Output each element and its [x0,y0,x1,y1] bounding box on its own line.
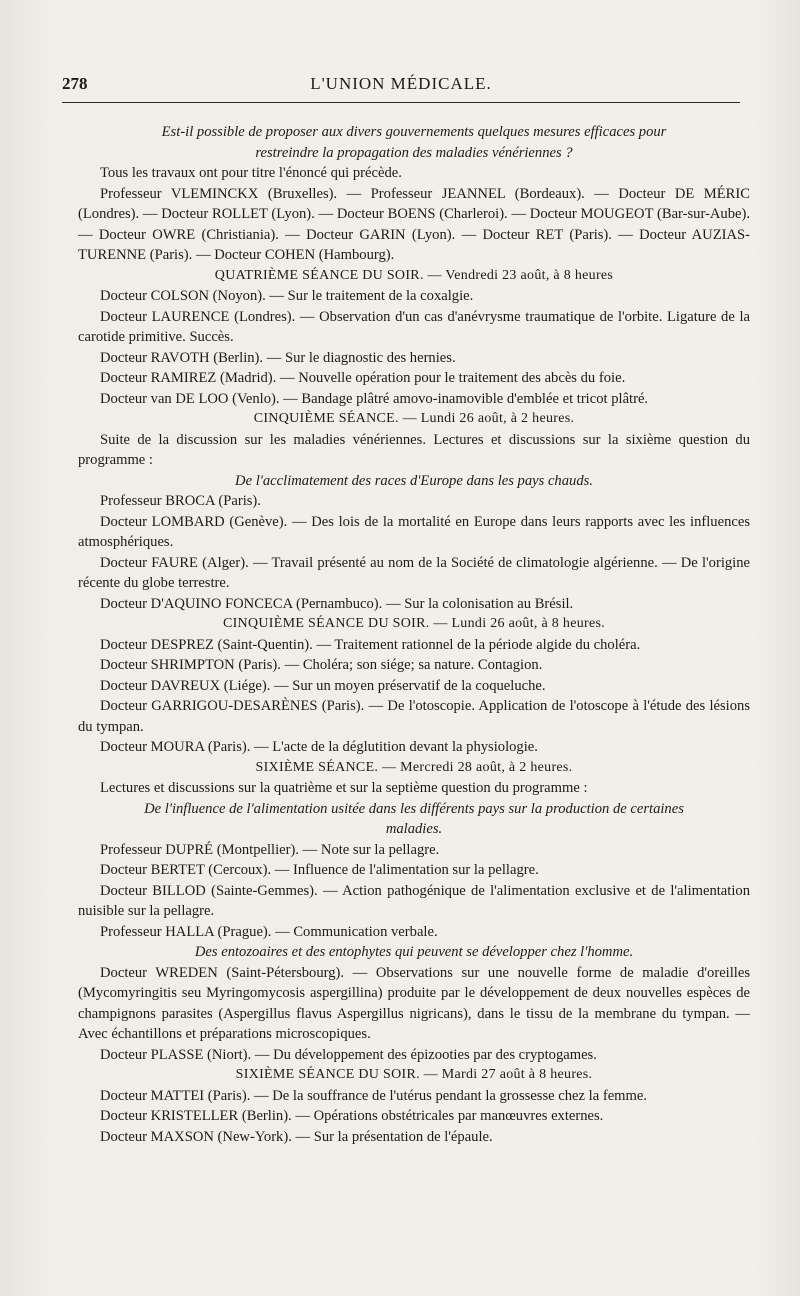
entry-paragraph: Docteur RAVOTH (Berlin). — Sur le diagnostic des hernies. [100,349,456,366]
entry-paragraph: Docteur DESPREZ (Saint-Quentin). — Traitement rationnel de la période algide du choléra. [100,636,641,653]
entry-paragraph: Docteur D'AQUINO FONCECA (Pernambuco). — Sur la colonisation au Brésil. [100,595,574,612]
entry-paragraph: Professeur DUPRÉ (Montpellier). — Note sur la pellagre. [100,841,440,858]
page-number: 278 [62,74,88,93]
page-header [62,74,740,100]
entry-paragraph: Professeur HALLA (Prague). — Communication verbale. [100,923,438,940]
entry-paragraph: Docteur WREDEN (Saint-Pétersbourg). — Observations sur une nouvelle forme de maladie d'oreilles (Mycomyringitis seu Myringomycosis aspergillina) produite par le développement de deux nouvelles espèces de champignons parasites (Aspergillus flavus Aspergillus nigricans), dans le tissu de la membrane du tympan. — Avec échantillons et préparations microscopiques. [78,964,750,1042]
entry-paragraph: Lectures et discussions sur la quatrième et sur la septième question du programme : [100,780,588,796]
question-title: De l'influence de l'alimentation usitée dans les différents pays sur la production de certaines [144,800,684,817]
entry-paragraph: Docteur KRISTELLER (Berlin). — Opérations obstétricales par manœuvres externes. [100,1108,604,1124]
entry-paragraph: Docteur RAMIREZ (Madrid). — Nouvelle opération pour le traitement des abcès du foie. [100,370,626,386]
question-title: Est-il possible de proposer aux divers gouvernements quelques mesures efficaces pour [161,124,667,140]
header-rule [62,102,740,103]
entry-paragraph: Docteur GARRIGOU-DESARÈNES (Paris). — De l'otoscopie. Application de l'otoscope à l'étude des lésions du tympan. [78,698,750,735]
entry-paragraph: Tous les travaux ont pour titre l'énoncé qui précède. [100,165,402,181]
question-title: maladies. [385,821,443,837]
article-body [78,122,750,1147]
session-heading: SIXIÈME SÉANCE. — Mercredi 28 août, à 2 heures. [255,759,573,775]
entry-paragraph: Suite de la discussion sur les maladies vénériennes. Lectures et discussions sur la sixième question du programme : [78,431,750,468]
entry-paragraph: Docteur van DE LOO (Venlo). — Bandage plâtré amovo-inamovible d'emblée et tricot plâtré. [100,390,649,407]
entry-paragraph: Professeur BROCA (Paris). [100,493,261,509]
entry-paragraph: Docteur BILLOD (Sainte-Gemmes). — Action pathogénique de l'alimentation exclusive et de l'alimentation nuisible sur la pellagre. [78,882,750,919]
running-title: L'UNION MÉDICALE. [310,74,492,93]
entry-paragraph: Docteur MAXSON (New-York). — Sur la présentation de l'épaule. [100,1128,493,1145]
entry-paragraph: Docteur DAVREUX (Liége). — Sur un moyen préservatif de la coqueluche. [100,677,546,694]
question-title: De l'acclimatement des races d'Europe dans les pays chauds. [235,472,593,489]
entry-paragraph: Docteur MOURA (Paris). — L'acte de la déglutition devant la physiologie. [100,739,538,755]
entry-paragraph: Docteur LOMBARD (Genève). — Des lois de la mortalité en Europe dans leurs rapports avec les influences atmosphériques. [78,513,750,550]
entry-paragraph: Docteur LAURENCE (Londres). — Observation d'un cas d'anévrysme traumatique de l'orbite. Ligature de la carotide primitive. Succès. [78,308,750,345]
question-title: Des entozoaires et des entophytes qui peuvent se développer chez l'homme. [194,944,634,960]
entry-paragraph: Docteur FAURE (Alger). — Travail présenté au nom de la Société de climatologie algérienne. — De l'origine récente du globe terrestre. [78,554,750,591]
entry-paragraph: Docteur MATTEI (Paris). — De la souffrance de l'utérus pendant la grossesse chez la femme. [100,1087,648,1104]
entry-paragraph: Docteur COLSON (Noyon). — Sur le traitement de la coxalgie. [100,288,474,304]
session-heading: CINQUIÈME SÉANCE DU SOIR. — Lundi 26 août, à 8 heures. [222,616,606,631]
entry-paragraph: Docteur PLASSE (Niort). — Du développement des épizooties par des cryptogames. [100,1046,597,1063]
session-heading: QUATRIÈME SÉANCE DU SOIR. — Vendredi 23 août, à 8 heures [214,267,614,283]
session-heading: CINQUIÈME SÉANCE. — Lundi 26 août, à 2 heures. [253,411,575,426]
session-heading: SIXIÈME SÉANCE DU SOIR. — Mardi 27 août à 8 heures. [235,1067,593,1082]
entry-paragraph: Docteur SHRIMPTON (Paris). — Choléra; son siége; sa nature. Contagion. [100,657,543,673]
question-title: restreindre la propagation des maladies vénériennes ? [255,144,573,161]
entry-paragraph: Professeur VLEMINCKX (Bruxelles). — Professeur JEANNEL (Bordeaux). — Docteur DE MÉRIC (Londres). — Docteur ROLLET (Lyon). — Docteur BOENS (Charleroi). — Docteur MOUGEOT (Bar-sur-Aube). — Docteur OWRE (Christiania). — Docteur GARIN (Lyon). — Docteur RET (Paris). — Docteur AUZIAS-TURENNE (Paris). — Docteur COHEN (Hambourg). [78,185,750,263]
entry-paragraph: Docteur BERTET (Cercoux). — Influence de l'alimentation sur la pellagre. [100,862,539,878]
